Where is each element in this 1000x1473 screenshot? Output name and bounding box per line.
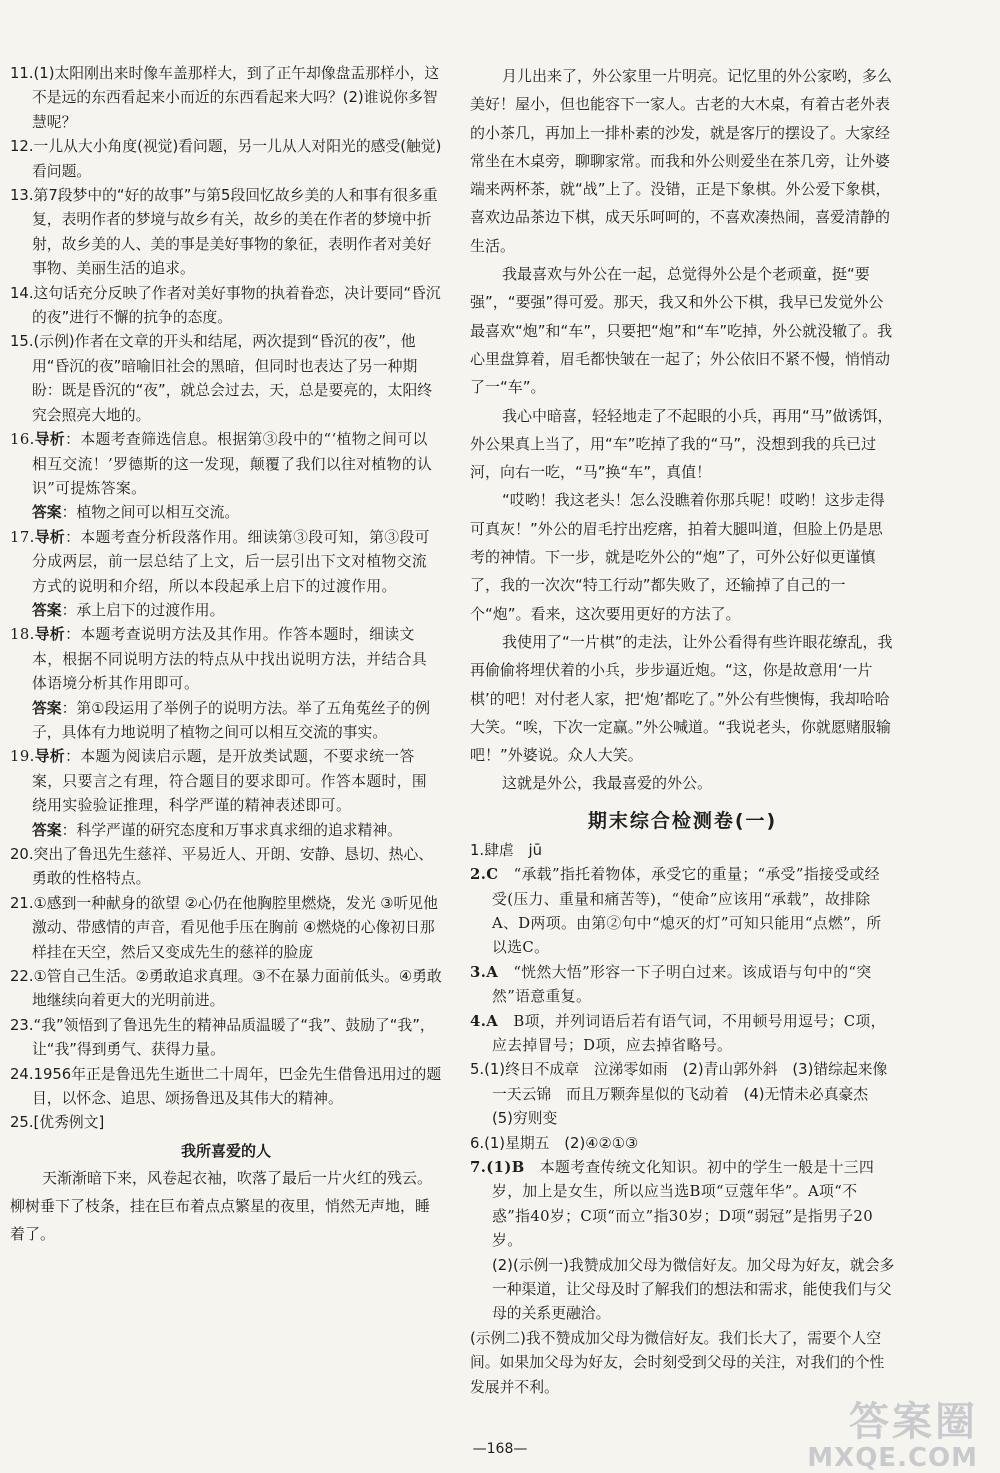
essay-paragraph: 月儿出来了，外公家里一片明亮。记忆里的外公家哟，多么美好！屋小，但也能容下一家人。古老的大木桌，有着古老外表的小茶几，再加上一排朴素的沙发，就是客厅的摆设了。大家经常坐在木桌旁，聊聊家常。而我和外公则爱坐在茶几旁，让外婆端来两杯茶，就“战”上了。没错，正是下象棋。外公爱下象棋，喜欢边品茶边下棋，成天乐呵呵的，不喜欢凑热闹，喜爱清静的生活。: [470, 67, 893, 255]
exam-answer-1: 1.肆虐 jū: [470, 841, 542, 859]
analysis-text: ：本题考查分析段落作用。细读第③段可知，第③段可分成两层，前一层总结了上文，后一层引出下文对植物交流方式的说明和介绍，所以本段起承上启下的过渡作用。: [32, 528, 430, 595]
answer-19-analysis: [10, 745, 442, 818]
answer-12: 12.一儿从大小角度(视觉)看问题，另一儿从人对阳光的感受(触觉)看问题。: [10, 138, 442, 180]
question-number: 3.A: [470, 963, 499, 981]
watermark-logo: 答案圈: [849, 1398, 978, 1445]
answer-text: ：科学严谨的研究态度和万事求真求细的追求精神。: [61, 821, 402, 839]
answer-13: 13.第7段梦中的“好的故事”与第5段回忆故乡美的人和事有很多重复，表明作者的梦境与故乡有关，故乡的美在作者的梦境中折射，故乡美的人、美的事是美好事物的象征，表明作者对美好事物、美丽生活的追求。: [10, 187, 438, 278]
question-number: 4.A: [470, 1012, 499, 1030]
answer-text: ：植物之间可以相互交流。: [61, 504, 240, 522]
answer-19-key: [10, 819, 442, 843]
question-number: 7.(1)B: [470, 1159, 525, 1176]
exam-answer-2: [470, 863, 895, 961]
answer-16-analysis: [10, 428, 442, 501]
exam-answer-6: 6.(1)星期五 (2)④②①③: [470, 1134, 639, 1152]
exam-answer-5: 5.(1)终日不成章 泣涕零如雨 (2)青山郭外斜 (3)错综起来像一天云锦 而且万颗奔星似的飞动着 (4)无情未必真豪杰 (5)穷则变: [470, 1061, 888, 1128]
answer-text: “恍然大悟”形容一下子明白过来。该成语与句中的“突然”语意重复。: [492, 963, 872, 1006]
exam-answer-4: [470, 1010, 895, 1059]
left-column: [10, 62, 442, 1249]
essay-paragraph: 我心中暗喜，轻轻地走了不起眼的小兵，再用“马”做诱饵，外公果真上当了，用“车”吃掉了我的“马”，没想到我的兵已过河，向右一吃，“马”换“车”，真值！: [470, 406, 893, 482]
answer-23: 23.“我”领悟到了鲁迅先生的精神品质温暖了“我”、鼓励了“我”，让“我”得到勇气、获得力量。: [10, 1016, 435, 1059]
answer-label: 答案: [32, 601, 62, 619]
exam-answer-7-part-2-alt: (示例二)我不赞成加父母为微信好友。我们长大了，需要个人空间。如果加父母为好友，会时刻受到父母的关注，对我们的个性发展并不利。: [470, 1329, 885, 1396]
section-title: 期末综合检测卷(一): [587, 809, 778, 832]
essay-paragraph: 天渐渐暗下来，风卷起衣袖，吹落了最后一片火红的残云。柳树垂下了枝条，挂在巨布着点点繁星的夜里，悄然无声地，睡着了。: [10, 1168, 433, 1244]
answer-16-key: [10, 501, 442, 525]
question-number: 2.C: [470, 866, 499, 884]
analysis-text: ：本题考查筛选信息。根据第③段中的“‘植物之间可以相互交流！’罗德斯的这一发现，颠覆了我们以往对植物的认识”可提炼答案。: [32, 431, 433, 497]
answer-20: 20.突出了鲁迅先生慈祥、平易近人、开朗、安静、恳切、热心、勇敢的性格特点。: [10, 846, 434, 888]
answer-21: 21.①感到一种献身的欲望 ②心仍在他胸腔里燃烧，发光 ③听见他激动、带感情的声音，看见他手压在胸前 ④燃烧的心像初日那样挂在天空，然后又变成先生的慈祥的脸庞: [10, 894, 438, 961]
analysis-label: 导析: [34, 528, 66, 546]
answer-text: ：承上启下的过渡作用。: [61, 601, 225, 619]
answer-text: “承载”指托着物体，承受它的重量；“承受”指接受或经受(压力、重量和痛苦等)，“使命”应该用“承载”，故排除A、D两项。由第②句中“熄灭的灯”可知只能用“点燃”，所以选C。: [492, 866, 882, 957]
answer-24: 24.1956年正是鲁迅先生逝世二十周年，巴金先生借鲁迅用过的题目，以怀念、追思、颂扬鲁迅及其伟大的精神。: [10, 1065, 442, 1108]
essay-paragraph: 我最喜欢与外公在一起，总觉得外公是个老顽童，挺“要强”，“要强”得可爱。那天，我又和外公下棋，我早已发觉外公最喜欢“炮”和“车”，只要把“炮”和“车”吃掉，外公就没辙了。我心里盘算着，眉毛都快皱在一起了；外公依旧不紧不慢，悄悄动了一“车”。: [470, 265, 893, 397]
answer-17-analysis: [10, 526, 442, 599]
essay-paragraph: 我使用了“一片棋”的走法，让外公看得有些许眼花缭乱，我再偷偷将埋伏着的小兵，步步逼近炮。“这，你是故意用‘一片棋’的吧！对付老人家，把‘炮’都吃了。”外公有些懊悔，我却哈哈大笑。“唉，下次一定赢。”外公喊道。“我说老头，你就愿赌服输吧！”外婆说。众人大笑。: [470, 632, 893, 765]
answer-25-heading: 25.[优秀例文]: [10, 1114, 105, 1132]
answer-18-analysis: [10, 623, 442, 696]
answer-text: B项，并列词语后若有语气词，不用顿号用逗号；C项，应去掉冒号；D项，应去掉省略号。: [492, 1012, 886, 1054]
question-number: 17.: [10, 528, 35, 546]
answer-17-key: [10, 599, 442, 623]
watermark-url: MXQE.COM: [807, 1443, 978, 1473]
page-number: —168—: [472, 1441, 528, 1457]
essay-paragraph: “哎哟！我这老头！怎么没瞧着你那兵呢！哎哟！这步走得可真灰！”外公的眉毛拧出疙瘩，拍着大腿叫道，但脸上仍是思考的神情。下一步，就是吃外公的“炮”了，可外公好似更谨慎了，我的一次次“特工行动”都失败了，还输掉了自己的一个“炮”。看来，这次要用更好的方法了。: [470, 491, 885, 623]
analysis-label: 导析: [34, 748, 66, 766]
essay-title: 我所喜爱的人: [180, 1141, 271, 1160]
answer-11: 11.(1)太阳刚出来时像车盖那样大，到了正午却像盘盂那样小，这不是远的东西看起来小而近的东西看起来大吗？(2)谁说你多智慧呢？: [10, 65, 440, 131]
exam-answer-7-part-2: (2)(示例一)我赞成加父母为微信好友。加父母为好友，就会多一种渠道，让父母及时了解我们的想法和需求，能使我们与父母的关系更融洽。: [492, 1256, 895, 1323]
analysis-label: 导析: [34, 626, 66, 644]
answer-text: 本题考查传统文化知识。初中的学生一般是十三四岁，加上是女生，所以应当选B项“豆蔻年华”。A项“不惑”指40岁；C项“而立”指30岁；D项“弱冠”是指男子20岁。: [492, 1159, 875, 1250]
right-column: [470, 62, 895, 1400]
exam-answer-7: [470, 1156, 895, 1254]
answer-label: 答案: [32, 504, 62, 522]
analysis-label: 导析: [34, 431, 66, 449]
essay-paragraph: 这就是外公，我最喜爱的外公。: [502, 774, 713, 793]
answer-18-key: [10, 697, 442, 746]
exam-answer-3: [470, 961, 895, 1010]
question-number: 19.: [10, 748, 35, 766]
analysis-text: ：本题考查说明方法及其作用。作答本题时，细读文本，根据不同说明方法的特点从中找出说明方法，并结合具体语境分析其作用即可。: [32, 626, 428, 693]
answer-label: 答案: [32, 821, 62, 839]
analysis-text: ：本题为阅读启示题，是开放类试题，不要求统一答案，只要言之有理，符合题目的要求即可。作答本题时，围绕用实验验证推理，科学严谨的精神表述即可。: [32, 748, 428, 815]
answer-15: 15.(示例)作者在文章的开头和结尾，两次提到“昏沉的夜”，他用“昏沉的夜”暗喻旧社会的黑暗，但同时也表达了另一种期盼：既是昏沉的“夜”，就总会过去，天，总是要亮的，太阳终究会照亮大地的。: [10, 333, 433, 424]
question-number: 18.: [10, 626, 35, 644]
question-number: 16.: [10, 431, 35, 449]
answer-22: 22.①管自己生活。②勇敢追求真理。③不在暴力面前低头。④勇敢地继续向着更大的光明前进。: [10, 968, 442, 1010]
watermark: [807, 1390, 978, 1473]
answer-14: 14.这句话充分反映了作者对美好事物的执着眷恋，决计要同“昏沉的夜”进行不懈的抗争的态度。: [10, 284, 441, 327]
answer-label: 答案: [32, 699, 62, 717]
answer-text: ：第①段运用了举例子的说明方法。举了五角菟丝子的例子，具体有力地说明了植物之间可以相互交流的事实。: [32, 699, 431, 741]
